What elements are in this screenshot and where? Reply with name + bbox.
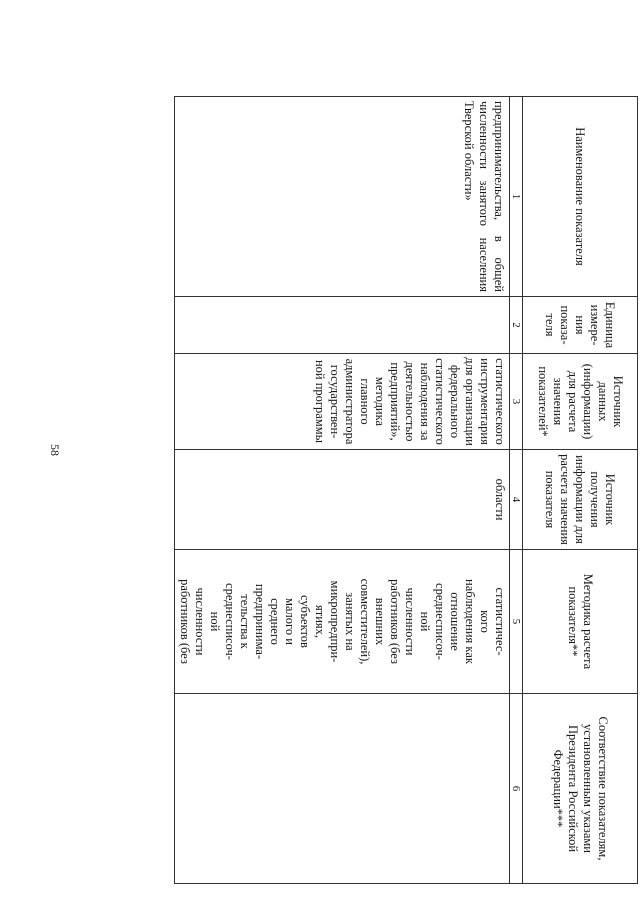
table-header-row — [523, 97, 638, 884]
cell-line: занятых на — [343, 592, 357, 651]
cell-line: работников (без — [178, 579, 192, 664]
cell-line: предприятий», — [388, 362, 402, 441]
cell-line: деятельностью — [403, 361, 417, 442]
header-compliance: Соответствие показателям, установленным указами Президента Российской Федерации*** — [523, 694, 638, 884]
cell-line: наблюдения как — [463, 579, 477, 664]
header-unit: Единица измере-ния показа-теля — [523, 297, 638, 354]
cell-line: среднесписоч- — [433, 583, 447, 660]
cell-line: методика — [373, 376, 387, 427]
cell-line: микропредпри- — [328, 580, 342, 663]
column-number-row — [510, 97, 523, 884]
cell-line: совместителей), — [358, 578, 372, 665]
cell-line: области — [493, 478, 507, 521]
cell-line: ной — [418, 611, 432, 632]
header-methodology: Методика расчета показателя** — [523, 550, 638, 694]
cell-indicator-name: предпринимательства, в общей численности занятого населения Тверской области» — [175, 97, 510, 297]
column-number: 1 — [510, 97, 523, 297]
column-number: 3 — [510, 354, 523, 450]
cell-line: субъектов — [298, 595, 312, 648]
cell-line: внешних — [373, 597, 387, 646]
column-number: 5 — [510, 550, 523, 694]
cell-line: для организации — [463, 357, 477, 446]
cell-line: статистического — [493, 358, 507, 445]
cell-line: администратора — [343, 358, 357, 445]
cell-line: малого и — [283, 598, 297, 645]
header-info-source: Источник получения информации для расчета значения показателя — [523, 450, 638, 550]
cell-line: статистического — [433, 358, 447, 445]
cell-compliance — [175, 694, 510, 884]
header-indicator-name: Наименование показателя — [523, 97, 638, 297]
column-number: 2 — [510, 297, 523, 354]
cell-info-source — [175, 450, 510, 550]
cell-line: предпринима- — [253, 583, 267, 660]
cell-line: ной программы — [313, 359, 327, 444]
cell-line: ятиях, — [313, 604, 327, 639]
cell-line: кого — [478, 610, 492, 633]
page-number: 58 — [48, 444, 62, 456]
cell-line: среднего — [268, 598, 282, 645]
cell-line: федерального — [448, 364, 462, 439]
column-number: 4 — [510, 450, 523, 550]
cell-line: государствен- — [328, 364, 342, 439]
cell-line: тельства к — [238, 594, 252, 649]
cell-line: наблюдения за — [418, 362, 432, 441]
table-row — [175, 97, 510, 884]
cell-methodology — [175, 550, 510, 694]
cell-line: работников (без — [388, 579, 402, 664]
cell-line: инструментария — [478, 358, 492, 445]
cell-line: ной — [208, 611, 222, 632]
cell-line: отношение — [448, 592, 462, 651]
cell-line: главного — [358, 378, 372, 425]
cell-line: среднесписоч- — [223, 583, 237, 660]
cell-line: численности — [193, 587, 207, 656]
cell-unit — [175, 297, 510, 354]
cell-data-source — [175, 354, 510, 450]
indicators-table — [174, 96, 638, 884]
header-data-source: Источник данных (информации) для расчета значения показателей* — [523, 354, 638, 450]
cell-line: статистичес- — [493, 587, 507, 656]
column-number: 6 — [510, 694, 523, 884]
cell-line: численности — [403, 587, 417, 656]
